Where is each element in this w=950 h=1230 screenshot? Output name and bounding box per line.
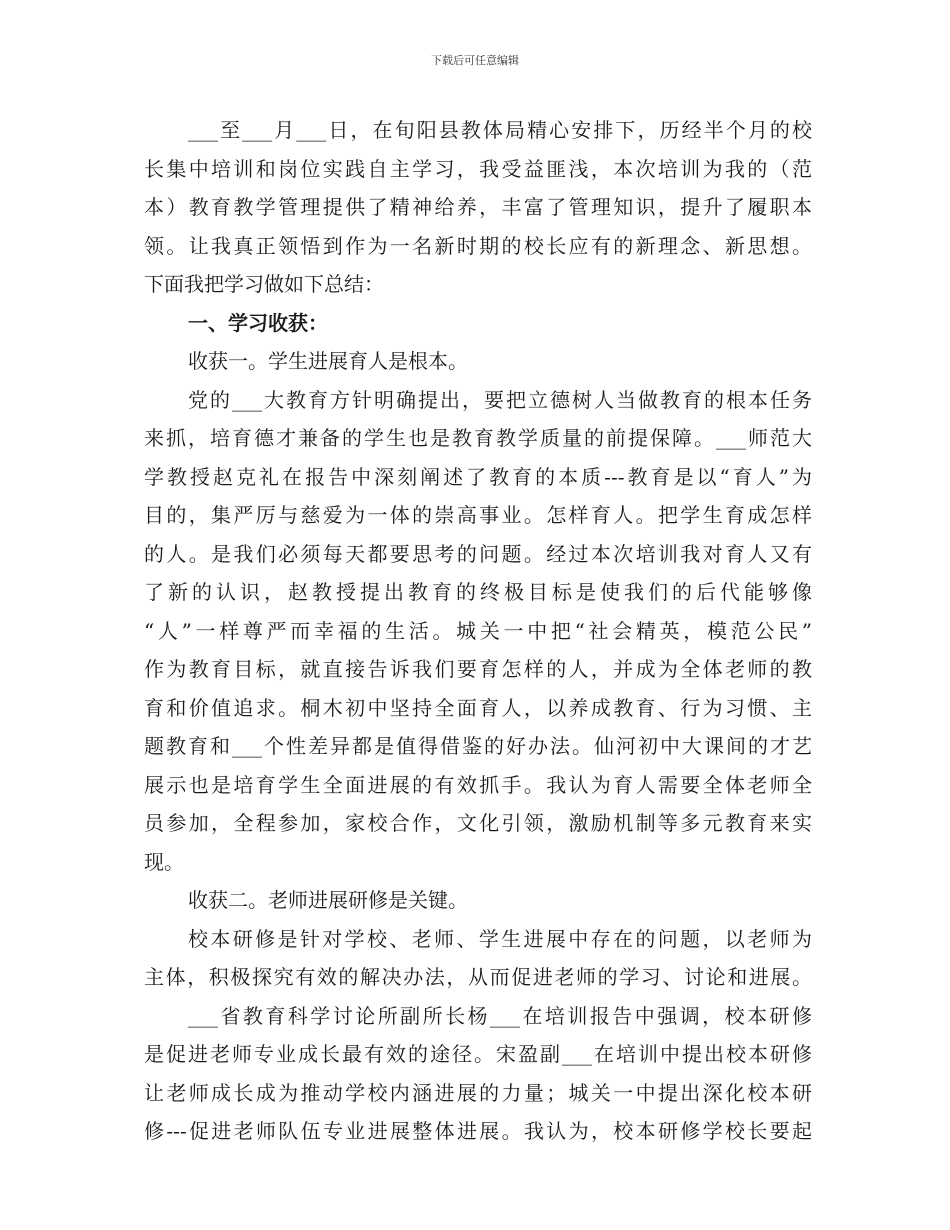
- paragraph-line: 领。让我真正领悟到作为一名新时期的校长应有的新理念、新思想。: [144, 233, 812, 258]
- section-heading: 一、学习收获：: [188, 310, 328, 335]
- paragraph-line: 现。: [144, 849, 184, 874]
- paragraph-line: 校本研修是针对学校、老师、学生进展中存在的问题，以老师为: [188, 926, 812, 951]
- paragraph-line: 展示也是培育学生全面进展的有效抓手。我认为育人需要全体老师全: [144, 772, 812, 797]
- paragraph-line: 长集中培训和岗位实践自主学习，我受益匪浅，本次培训为我的（范: [144, 156, 812, 181]
- paragraph-line: 题教育和___个性差异都是值得借鉴的好办法。仙河初中大课间的才艺: [144, 734, 812, 758]
- page-header-note: 下载后可任意编辑: [431, 54, 519, 67]
- paragraph-line: 让老师成长成为推动学校内涵进展的力量；城关一中提出深化校本研: [144, 1080, 812, 1105]
- paragraph-line: 修---促进老师队伍专业进展整体进展。我认为，校本研修学校长要起: [144, 1119, 812, 1143]
- paragraph-line: 是促进老师专业成长最有效的途径。宋盈副___在培训中提出校本研修: [144, 1042, 812, 1066]
- paragraph-line: 员参加，全程参加，家校合作，文化引领，激励机制等多元教育来实: [144, 811, 812, 835]
- paragraph-line: 来抓，培育德才兼备的学生也是教育教学质量的前提保障。___师范大: [144, 426, 812, 450]
- subsection-heading: 收获二。老师进展研修是关键。: [188, 888, 468, 912]
- paragraph-line: 目的，集严厉与慈爱为一体的崇高事业。怎样育人。把学生育成怎样: [144, 503, 812, 527]
- paragraph-line: 主体，积极探究有效的解决办法，从而促进老师的学习、讨论和进展。: [144, 965, 812, 989]
- paragraph-line: ___至___月___日，在旬阳县教体局精心安排下，历经半个月的校: [188, 118, 812, 142]
- paragraph-line: 作为教育目标，就直接告诉我们要育怎样的人，并成为全体老师的教: [144, 657, 812, 681]
- paragraph-line: 本）教育教学管理提供了精神给养，丰富了管理知识，提升了履职本: [144, 195, 812, 219]
- paragraph-line: 下面我把学习做如下总结：: [144, 272, 384, 296]
- paragraph-line: 了新的认识，赵教授提出教育的终极目标是使我们的后代能够像: [144, 580, 812, 604]
- paragraph-line: 学教授赵克礼在报告中深刻阐述了教育的本质---教育是以“育人”为: [144, 464, 812, 489]
- paragraph-line: ___省教育科学讨论所副所长杨___在培训报告中强调，校本研修: [188, 1003, 812, 1028]
- paragraph-line: 的人。是我们必须每天都要思考的问题。经过本次培训我对育人又有: [144, 541, 812, 566]
- paragraph-line: 育和价值追求。桐木初中坚持全面育人，以养成教育、行为习惯、主: [144, 695, 812, 720]
- paragraph-line: 党的___大教育方针明确提出，要把立德树人当做教育的根本任务: [188, 387, 812, 412]
- document-body: [144, 111, 812, 1151]
- paragraph-line: “人”一样尊严而幸福的生活。城关一中把“社会精英，模范公民”: [144, 618, 812, 643]
- subsection-heading: 收获一。学生进展育人是根本。: [188, 349, 468, 373]
